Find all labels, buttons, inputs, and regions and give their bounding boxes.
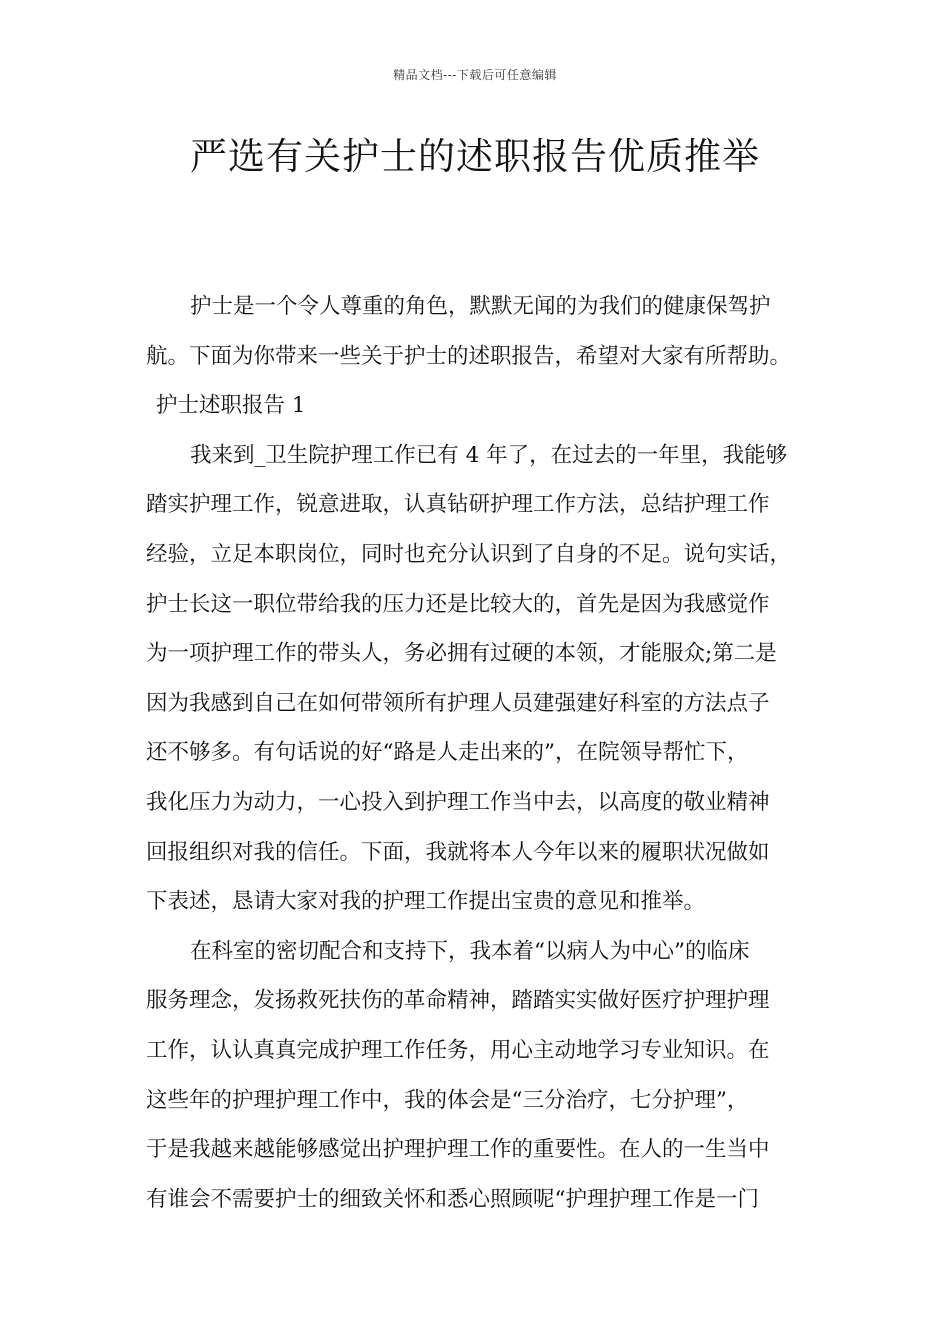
document-title: 严选有关护士的述职报告优质推举 bbox=[190, 135, 760, 178]
paragraph-line: 航。下面为你带来一些关于护士的述职报告，希望对大家有所帮助。 bbox=[146, 343, 792, 369]
paragraph-line: 工作，认认真真完成护理工作任务，用心主动地学习专业知识。在 bbox=[146, 1037, 770, 1063]
paragraph-line: 护士是一个令人尊重的角色，默默无闻的为我们的健康保驾护 bbox=[190, 294, 771, 319]
paragraph-line: 护士长这一职位带给我的压力还是比较大的，首先是因为我感觉作 bbox=[146, 591, 770, 617]
paragraph-line: 有谁会不需要护士的细致关怀和悉心照顾呢“护理护理工作是一门 bbox=[146, 1186, 759, 1212]
header-note: 精品文档---下载后可任意编辑 bbox=[393, 68, 557, 82]
paragraph-line: 这些年的护理护理工作中，我的体会是“三分治疗，七分护理”， bbox=[146, 1087, 749, 1113]
paragraph-line: 服务理念，发扬救死扶伤的革命精神，踏踏实实做好医疗护理护理 bbox=[146, 988, 770, 1014]
paragraph-line: 下表述，恳请大家对我的护理工作提出宝贵的意见和推举。 bbox=[146, 889, 706, 915]
paragraph-line: 我化压力为动力，一心投入到护理工作当中去，以高度的敬业精神 bbox=[146, 789, 770, 815]
paragraph-line: 因为我感到自己在如何带领所有护理人员建强建好科室的方法点子 bbox=[146, 690, 770, 716]
paragraph-line: 我来到_卫生院护理工作已有 4 年了，在过去的一年里，我能够 bbox=[190, 442, 788, 468]
paragraph-line: 踏实护理工作，锐意进取，认真钻研护理工作方法，总结护理工作 bbox=[146, 492, 770, 518]
paragraph-line: 经验，立足本职岗位，同时也充分认识到了自身的不足。说句实话， bbox=[146, 541, 792, 567]
document-body bbox=[146, 282, 816, 1224]
paragraph-line: 为一项护理工作的带头人，务必拥有过硬的本领，才能服众;第二是 bbox=[146, 641, 777, 667]
paragraph-line: 于是我越来越能够感觉出护理护理工作的重要性。在人的一生当中 bbox=[146, 1137, 770, 1163]
paragraph-line: 还不够多。有句话说的好“路是人走出来的”，在院领导帮忙下， bbox=[146, 740, 749, 766]
paragraph-line: 回报组织对我的信任。下面，我就将本人今年以来的履职状况做如 bbox=[146, 839, 770, 865]
section-heading: 护士述职报告 1 bbox=[156, 393, 306, 419]
paragraph-line: 在科室的密切配合和支持下，我本着“以病人为中心”的临床 bbox=[190, 938, 750, 964]
